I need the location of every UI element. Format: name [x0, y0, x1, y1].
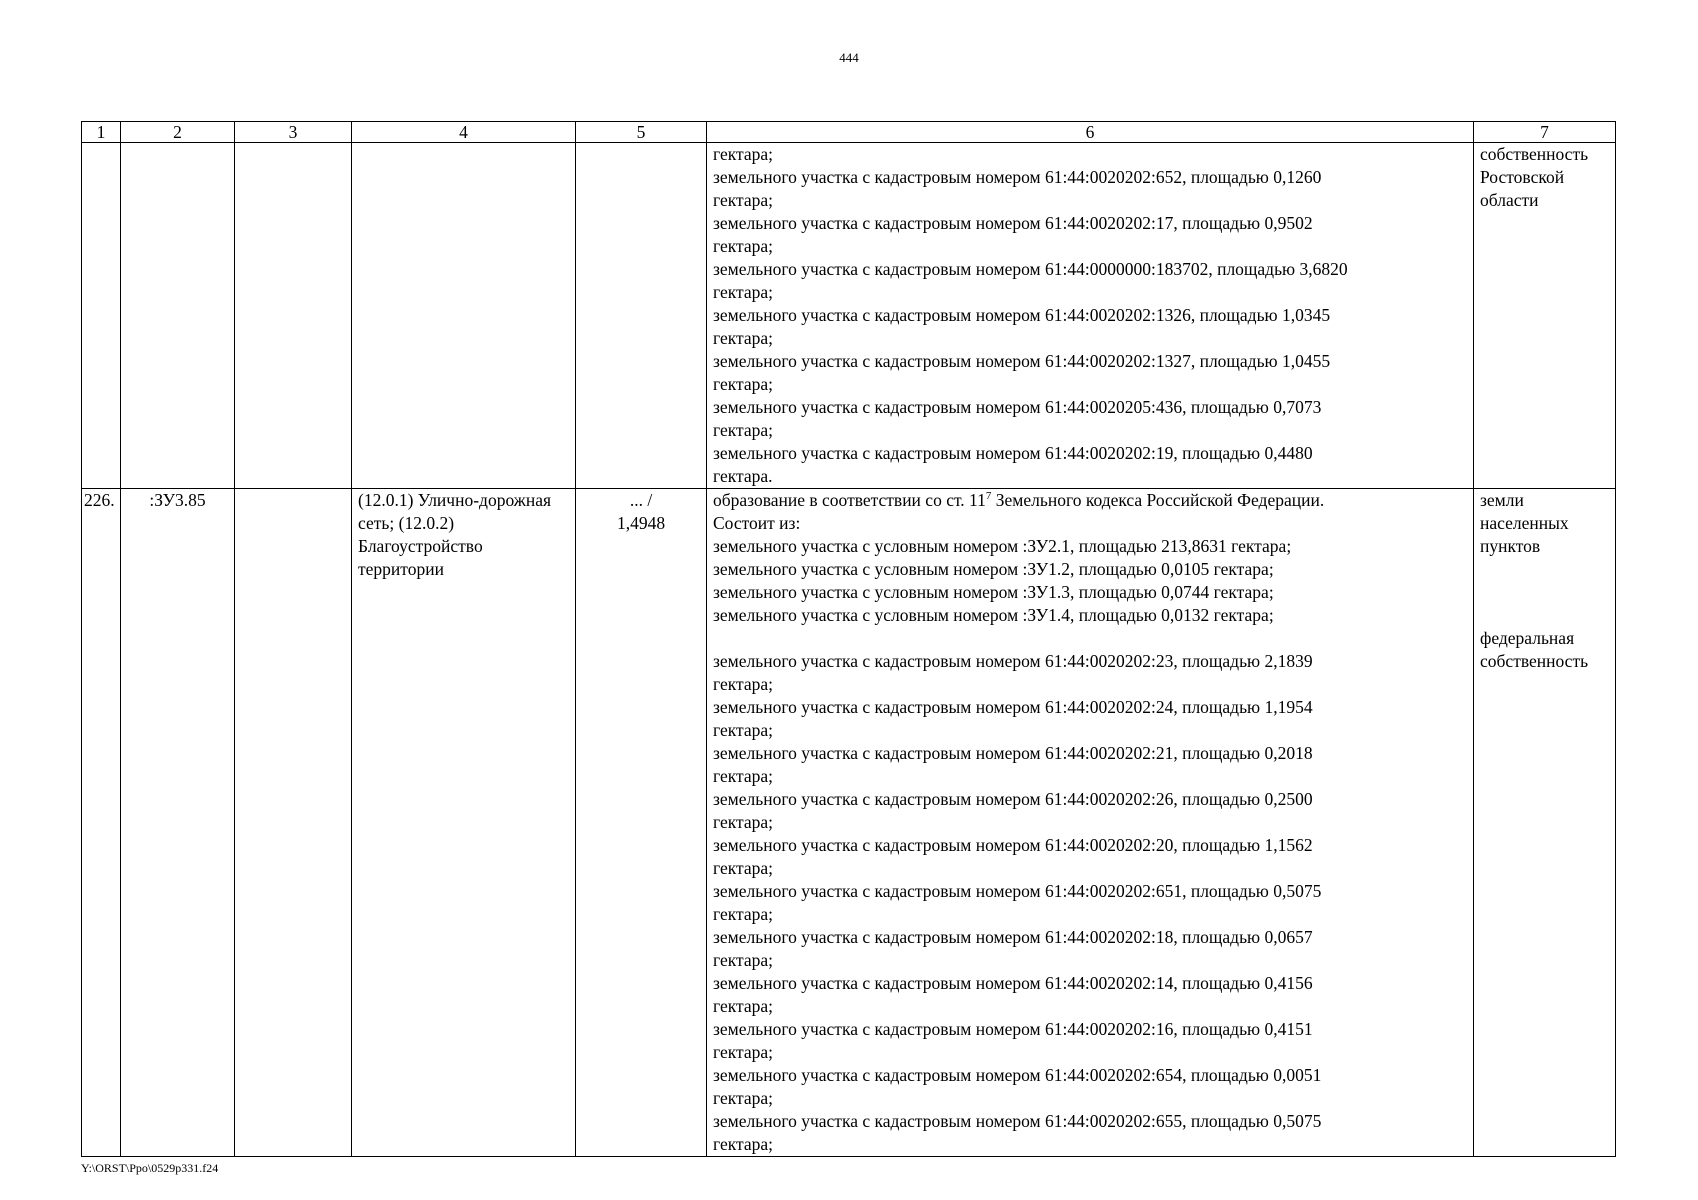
table-row-continued	[82, 143, 1616, 489]
header-col-7: 7	[1474, 122, 1616, 143]
land-category-text: земли населенных пунктов	[1480, 490, 1569, 556]
ownership-text: собственность Ростовской области	[1480, 144, 1589, 210]
composition-line: гектара;	[713, 374, 773, 394]
area-prefix: ... /	[629, 490, 653, 510]
composition-line: земельного участка с кадастровым номером 61:44:0020202:21, площадью 0,2018	[713, 743, 1313, 763]
cell-ownership	[1474, 489, 1616, 1157]
composition-line: земельного участка с кадастровым номером 61:44:0020205:436, площадью 0,7073	[713, 397, 1322, 417]
cell-number: 226.	[82, 489, 121, 1157]
composition-line: земельного участка с кадастровым номером 61:44:0020202:26, площадью 0,2500	[713, 789, 1313, 809]
composition-line: гектара;	[713, 766, 773, 786]
composition-line: гектара;	[713, 1042, 773, 1062]
area-value: 1,4948	[616, 513, 666, 533]
cell-area	[576, 489, 707, 1157]
composition-line: гектара;	[713, 190, 773, 210]
composition-line: гектара;	[713, 720, 773, 740]
composition-line: гектара;	[713, 674, 773, 694]
composition-line: земельного участка с условным номером :ЗУ1.2, площадью 0,0105 гектара;	[713, 559, 1274, 579]
composition-line: земельного участка с кадастровым номером 61:44:0020202:654, площадью 0,0051	[713, 1065, 1322, 1085]
header-col-4: 4	[352, 122, 576, 143]
cell-composition	[707, 143, 1474, 489]
cell-use-type	[352, 143, 576, 489]
composition-lines-conditional	[713, 512, 1467, 627]
article-superscript: 7	[985, 490, 992, 503]
composition-line: гектара;	[713, 1088, 773, 1108]
composition-line: земельного участка с кадастровым номером 61:44:0020202:17, площадью 0,9502	[713, 213, 1313, 233]
table-row-226	[82, 489, 1616, 1157]
cell-ownership	[1474, 143, 1616, 489]
composition-line: гектара;	[713, 1134, 773, 1154]
cell-composition	[707, 489, 1474, 1157]
composition-lines-cadastral	[713, 650, 1467, 1156]
cell-area	[576, 143, 707, 489]
composition-intro	[713, 489, 1467, 512]
composition-line: Состоит из:	[713, 513, 801, 533]
composition-line: гектара;	[713, 236, 773, 256]
composition-line: земельного участка с кадастровым номером 61:44:0000000:183702, площадью 3,6820	[713, 259, 1348, 279]
table-header-row	[82, 122, 1616, 143]
cell-designation: :ЗУ3.85	[121, 489, 235, 1157]
header-col-5: 5	[576, 122, 707, 143]
header-col-3: 3	[235, 122, 352, 143]
composition-line: гектара;	[713, 858, 773, 878]
composition-line: земельного участка с кадастровым номером 61:44:0020202:652, площадью 0,1260	[713, 167, 1322, 187]
intro-text-pre: образование в соответствии со ст. 11	[713, 490, 986, 510]
cell-number	[82, 143, 121, 489]
composition-line: гектара;	[713, 812, 773, 832]
composition-line: земельного участка с кадастровым номером 61:44:0020202:23, площадью 2,1839	[713, 651, 1313, 671]
cell-use-type	[352, 489, 576, 1157]
header-col-2: 2	[121, 122, 235, 143]
composition-line: земельного участка с кадастровым номером 61:44:0020202:655, площадью 0,5075	[713, 1111, 1322, 1131]
page-number: 444	[839, 50, 859, 65]
composition-line: земельного участка с кадастровым номером 61:44:0020202:1326, площадью 1,0345	[713, 305, 1331, 325]
footer-file-path: Y:\ORST\Ppo\0529p331.f24	[81, 1161, 219, 1175]
composition-line: земельного участка с условным номером :ЗУ1.3, площадью 0,0744 гектара;	[713, 582, 1274, 602]
composition-lines	[713, 143, 1467, 488]
composition-line: гектара;	[713, 328, 773, 348]
ownership-spacer	[1480, 558, 1609, 627]
composition-line: земельного участка с кадастровым номером 61:44:0020202:1327, площадью 1,0455	[713, 351, 1331, 371]
composition-line: земельного участка с кадастровым номером 61:44:0020202:18, площадью 0,0657	[713, 927, 1313, 947]
composition-line: гектара.	[713, 466, 773, 486]
cell-col3	[235, 489, 352, 1157]
composition-line: гектара;	[713, 904, 773, 924]
composition-line: гектара;	[713, 144, 773, 164]
header-col-1: 1	[82, 122, 121, 143]
composition-line: земельного участка с условным номером :ЗУ2.1, площадью 213,8631 гектара;	[713, 536, 1292, 556]
composition-line: гектара;	[713, 950, 773, 970]
composition-line: земельного участка с кадастровым номером 61:44:0020202:24, площадью 1,1954	[713, 697, 1313, 717]
land-plot-table	[81, 121, 1616, 1157]
use-type-text: (12.0.1) Улично-дорожная сеть; (12.0.2) Благоустройство территории	[358, 490, 552, 579]
ownership-text: федеральная собственность	[1480, 628, 1589, 671]
header-col-6: 6	[707, 122, 1474, 143]
composition-line: земельного участка с кадастровым номером 61:44:0020202:651, площадью 0,5075	[713, 881, 1322, 901]
composition-line: гектара;	[713, 282, 773, 302]
composition-line: земельного участка с условным номером :ЗУ1.4, площадью 0,0132 гектара;	[713, 605, 1274, 625]
cell-designation	[121, 143, 235, 489]
composition-line: гектара;	[713, 420, 773, 440]
cell-col3	[235, 143, 352, 489]
composition-line: земельного участка с кадастровым номером 61:44:0020202:20, площадью 1,1562	[713, 835, 1313, 855]
composition-line: земельного участка с кадастровым номером 61:44:0020202:14, площадью 0,4156	[713, 973, 1313, 993]
composition-line: гектара;	[713, 996, 773, 1016]
composition-line: земельного участка с кадастровым номером 61:44:0020202:19, площадью 0,4480	[713, 443, 1313, 463]
intro-text-post: Земельного кодекса Российской Федерации.	[991, 490, 1325, 510]
composition-spacer	[713, 627, 1467, 650]
composition-line: земельного участка с кадастровым номером 61:44:0020202:16, площадью 0,4151	[713, 1019, 1313, 1039]
